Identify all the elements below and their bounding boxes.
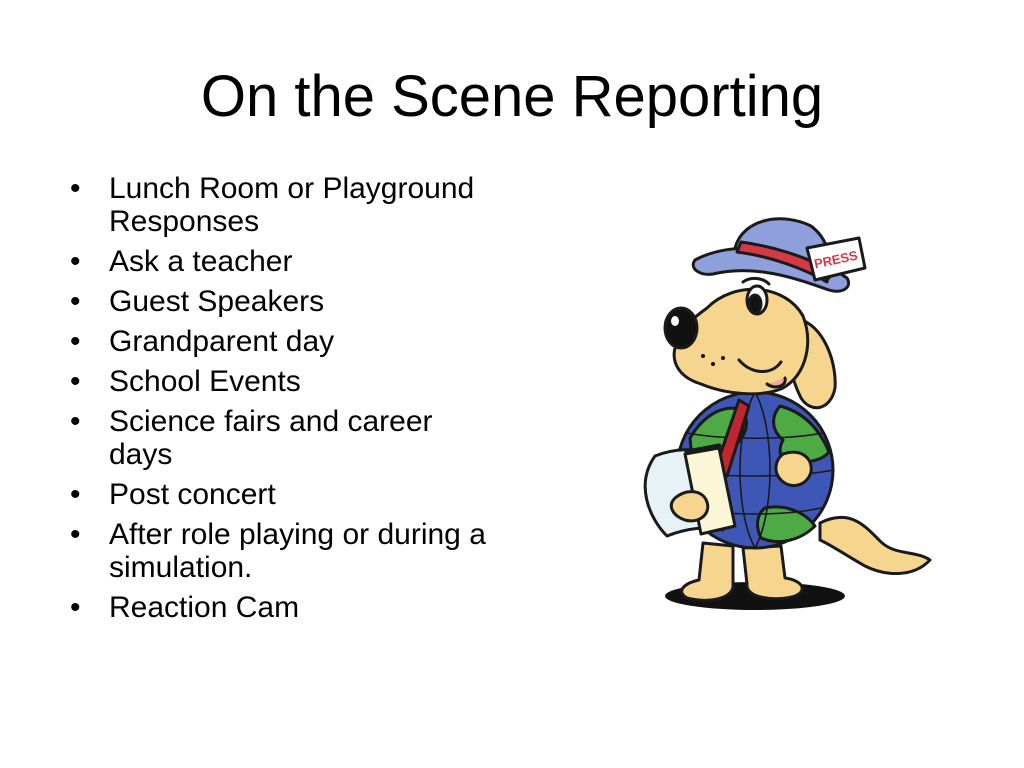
bullet-dot: • <box>70 172 81 205</box>
bullet-dot: • <box>70 518 81 551</box>
reporter-dog-icon <box>615 208 935 628</box>
bullet-item <box>70 245 500 278</box>
bullet-item <box>70 172 500 238</box>
bullet-item <box>70 518 500 584</box>
bullet-text: Grandparent day <box>109 325 335 358</box>
bullet-text: Lunch Room or Playground Responses <box>109 172 475 238</box>
bullet-item <box>70 405 500 471</box>
bullet-dot: • <box>70 325 81 358</box>
bullet-text: Science fairs and career days <box>109 405 433 471</box>
bullet-text: Guest Speakers <box>109 285 325 318</box>
bullet-list <box>70 172 500 631</box>
bullet-text: School Events <box>109 365 301 398</box>
bullet-dot: • <box>70 478 81 511</box>
bullet-item <box>70 591 500 624</box>
bullet-text: After role playing or during a simulation. <box>109 518 486 584</box>
bullet-dot: • <box>70 365 81 398</box>
bullet-dot: • <box>70 285 81 318</box>
bullet-text: Ask a teacher <box>109 245 293 278</box>
bullet-item <box>70 478 500 511</box>
bullet-item <box>70 325 500 358</box>
bullet-dot: • <box>70 245 81 278</box>
bullet-item <box>70 285 500 318</box>
svg-text:PRESS: PRESS <box>812 247 860 272</box>
bullet-item <box>70 365 500 398</box>
bullet-dot: • <box>70 591 81 624</box>
bullet-text: Post concert <box>109 478 276 511</box>
slide-title: On the Scene Reporting <box>200 64 824 129</box>
bullet-dot: • <box>70 405 81 438</box>
bullet-text: Reaction Cam <box>109 591 300 624</box>
